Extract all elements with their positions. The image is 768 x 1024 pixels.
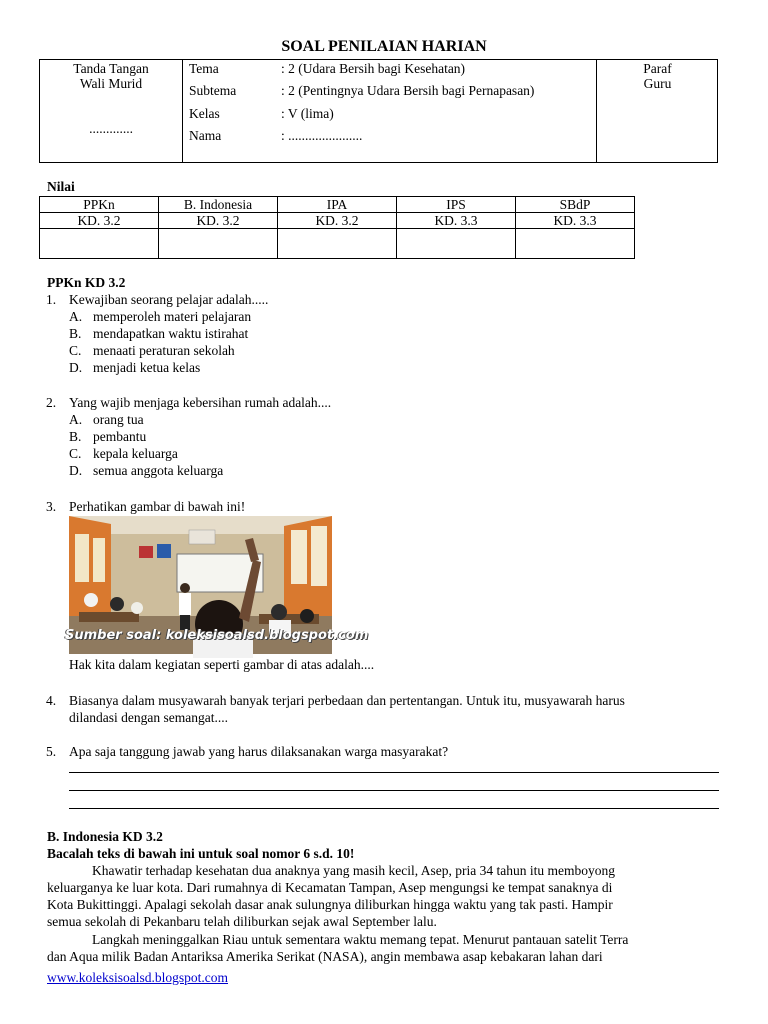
paragraph-line: semua sekolah di Pekanbaru telah diliburkan sejak awal September lalu.: [47, 914, 437, 929]
paragraph-line: Khawatir terhadap kesehatan dua anaknya yang masih kecil, Asep, pria 34 tahun itu memboyong: [92, 863, 615, 878]
reading-instruction: Bacalah teks di bawah ini untuk soal nomor 6 s.d. 10!: [47, 846, 355, 861]
option-item: A. orang tua: [69, 412, 144, 427]
signature-label-2: Wali Murid: [79, 76, 143, 91]
header-row-tema: Tema : 2 (Udara Bersih bagi Kesehatan): [189, 61, 466, 76]
photo-watermark: Sumber soal: koleksisoalsd.blogspot.com: [65, 628, 369, 643]
score-cell[interactable]: [278, 229, 397, 259]
kd-cell: KD. 3.2: [278, 213, 397, 229]
subject-cell: IPA: [278, 197, 397, 213]
option-item: C. kepala keluarga: [69, 446, 178, 461]
header-row-subtema: Subtema : 2 (Pentingnya Udara Bersih bagi Pernapasan): [189, 83, 535, 98]
nilai-table: [39, 196, 635, 259]
score-cell[interactable]: [397, 229, 516, 259]
score-cell[interactable]: [516, 229, 635, 259]
signature-label-1: Tanda Tangan: [73, 61, 149, 76]
subject-cell: PPKn: [40, 197, 159, 213]
section-heading-bindo: B. Indonesia KD 3.2: [47, 829, 163, 844]
question-text: Apa saja tanggung jawab yang harus dilaksanakan warga masyarakat?: [69, 744, 449, 759]
section-heading-ppkn: PPKn KD 3.2: [47, 275, 126, 290]
header-row-nama: Nama : ......................: [189, 128, 363, 143]
subject-cell: B. Indonesia: [159, 197, 278, 213]
question-text: Yang wajib menjaga kebersihan rumah adalah....: [69, 395, 332, 410]
question-text-cont: dilandasi dengan semangat....: [69, 710, 228, 725]
option-item: C. menaati peraturan sekolah: [69, 343, 235, 358]
answer-line[interactable]: [69, 790, 719, 791]
paragraph-line: Langkah meninggalkan Riau untuk sementara waktu memang tepat. Menurut pantauan satelit Terra: [92, 932, 629, 947]
question-number: 4.: [46, 693, 57, 708]
kd-cell: KD. 3.2: [159, 213, 278, 229]
question-text: Perhatikan gambar di bawah ini!: [69, 499, 246, 514]
answer-line[interactable]: [69, 772, 719, 773]
answer-line[interactable]: [69, 808, 719, 809]
question-text: Kewajiban seorang pelajar adalah.....: [69, 292, 269, 307]
question-number: 1.: [46, 292, 57, 307]
kd-cell: KD. 3.3: [516, 213, 635, 229]
signature-cell: [40, 60, 183, 162]
paragraph-line: keluarganya ke luar kota. Dari rumahnya di Kecamatan Tampan, Asep mengungsi ke tempat sanaknya di: [47, 880, 613, 895]
paraf-label-1: Paraf: [643, 61, 672, 76]
option-item: B. pembantu: [69, 429, 147, 444]
question-number: 3.: [46, 499, 57, 514]
subject-cell: SBdP: [516, 197, 635, 213]
question-text: Biasanya dalam musyawarah banyak terjari perbedaan dan pertentangan. Untuk itu, musyawarah harus: [69, 693, 625, 708]
paragraph-line: Kota Bukittinggi. Apalagi sekolah dasar anak sulungnya diliburkan hingga waktu yang tak pasti. Hampir: [47, 897, 613, 912]
subject-cell: IPS: [397, 197, 516, 213]
paraf-label-2: Guru: [643, 76, 672, 91]
option-item: A. memperoleh materi pelajaran: [69, 309, 252, 324]
score-cell[interactable]: [40, 229, 159, 259]
paraf-cell: [596, 60, 718, 162]
classroom-photo: [65, 516, 369, 654]
score-cell[interactable]: [159, 229, 278, 259]
nilai-label: Nilai: [47, 179, 75, 194]
signature-dots: .............: [89, 121, 133, 136]
option-item: B. mendapatkan waktu istirahat: [69, 326, 249, 341]
paragraph-line: dan Aqua milik Badan Antariksa Amerika Serikat (NASA), angin membawa asap kebakaran lahan dari: [47, 949, 603, 964]
page-title: SOAL PENILAIAN HARIAN: [281, 38, 487, 55]
kd-cell: KD. 3.2: [40, 213, 159, 229]
question-number: 5.: [46, 744, 57, 759]
footer-link[interactable]: www.koleksisoalsd.blogspot.com: [47, 970, 228, 985]
header-row-kelas: Kelas : V (lima): [189, 106, 334, 121]
option-item: D. semua anggota keluarga: [69, 463, 224, 478]
question-followup: Hak kita dalam kegiatan seperti gambar di atas adalah....: [69, 657, 375, 672]
kd-cell: KD. 3.3: [397, 213, 516, 229]
header-table: [39, 59, 718, 163]
option-item: D. menjadi ketua kelas: [69, 360, 201, 375]
question-number: 2.: [46, 395, 57, 410]
